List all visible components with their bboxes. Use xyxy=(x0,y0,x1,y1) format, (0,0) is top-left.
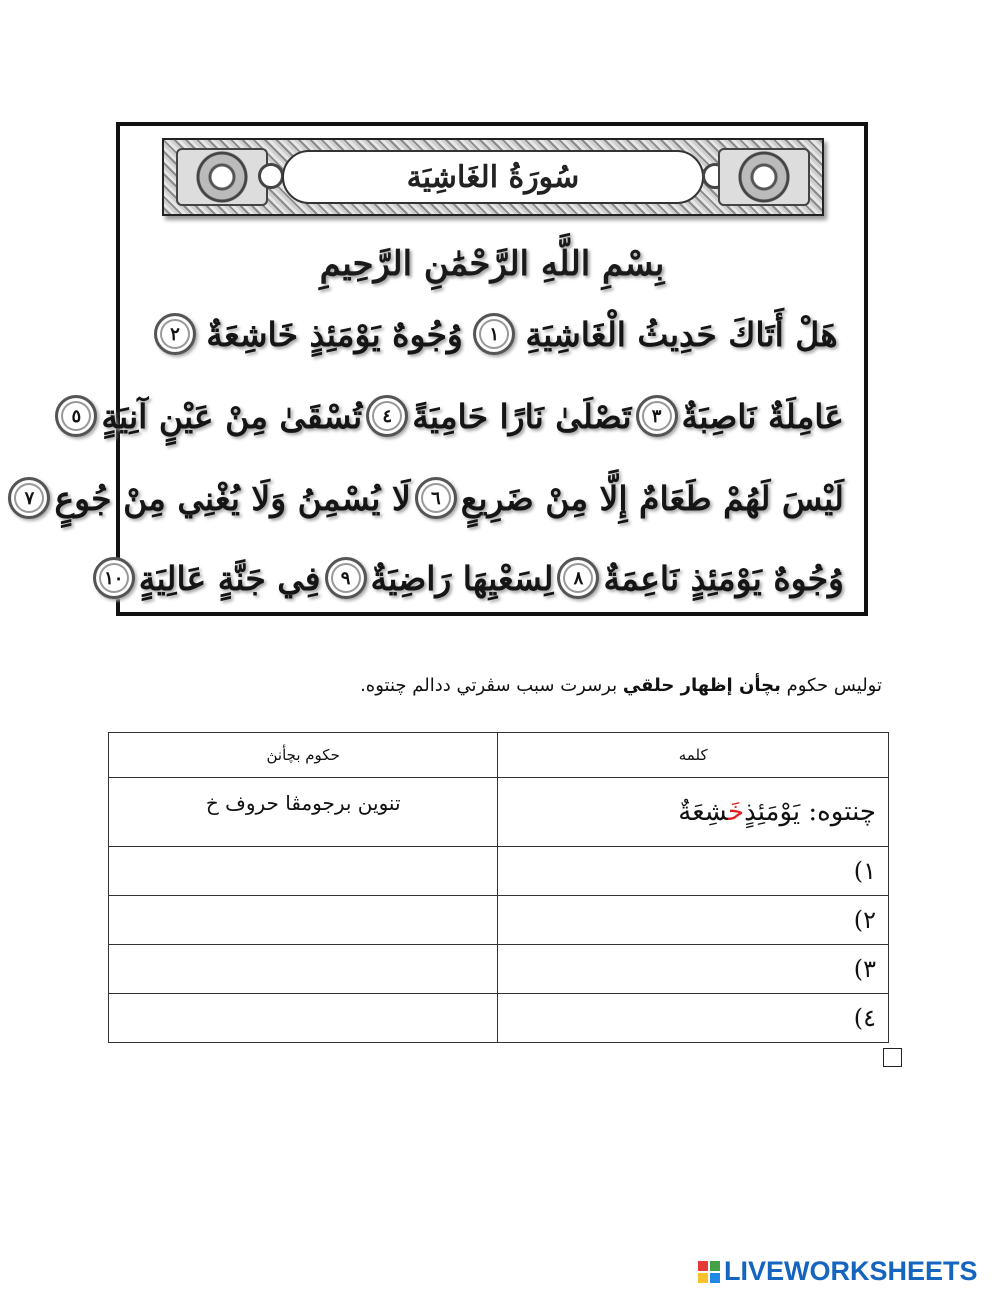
ayah-number-marker: ٣ xyxy=(636,395,678,437)
surah-header-banner xyxy=(162,138,824,216)
example-word xyxy=(678,797,800,827)
ayah-text: هَلْ أَتَاكَ حَدِيثُ الْغَاشِيَةِ xyxy=(525,314,838,354)
example-word-part: يَوْمَئِذٍ xyxy=(744,797,801,827)
row-number: ٣) xyxy=(853,955,876,983)
ayah-number-marker: ٦ xyxy=(415,477,457,519)
ayah-text: تَصْلَىٰ نَارًا حَامِيَةً xyxy=(412,396,632,436)
instruction-text xyxy=(360,675,882,696)
surah-title: سُورَةُ الغَاشِيَة xyxy=(282,150,704,204)
instruction-bold: بچأن إظهار حلقي xyxy=(622,675,781,696)
logo-block xyxy=(710,1273,720,1283)
ayah-text: وُجُوهٌ يَوْمَئِذٍ نَاعِمَةٌ xyxy=(603,558,844,598)
ayah-row-1 xyxy=(150,306,844,362)
table-header-row xyxy=(109,733,889,778)
ayah-number-marker: ٨ xyxy=(557,557,599,599)
row-number: ٤) xyxy=(853,1004,876,1032)
ayah-number-marker: ٢ xyxy=(154,313,196,355)
ayah-text: فِي جَنَّةٍ عَالِيَةٍ xyxy=(138,558,321,598)
header-word: کلمه xyxy=(498,733,889,778)
answer-word-cell[interactable] xyxy=(498,945,889,994)
answer-rule-cell[interactable] xyxy=(109,847,498,896)
example-row xyxy=(109,778,889,847)
ayah-text: لَا يُسْمِنُ وَلَا يُغْنِي مِنْ جُوعٍ xyxy=(54,478,411,518)
ayah-row-2 xyxy=(71,388,844,444)
answer-word-cell[interactable] xyxy=(498,847,889,896)
table-row xyxy=(109,896,889,945)
ayah-text: وُجُوهٌ يَوْمَئِذٍ خَاشِعَةٌ xyxy=(206,314,463,354)
ayah-text: تُسْقَىٰ مِنْ عَيْنٍ آنِيَةٍ xyxy=(101,396,363,436)
instruction-part: توليس حکوم xyxy=(780,675,882,696)
header-rule: حکوم بچأنڽ xyxy=(109,733,498,778)
quran-surah-image xyxy=(24,122,868,616)
ayah-text: عَامِلَةٌ نَاصِبَةٌ xyxy=(681,396,844,436)
ayah-row-4 xyxy=(104,550,844,606)
basmala: بِسْمِ اللَّهِ الرَّحْمَٰنِ الرَّحِيمِ xyxy=(319,244,665,284)
ayah-row-3 xyxy=(24,470,844,526)
ornament-left-icon xyxy=(176,148,268,206)
logo-text: LIVEWORKSHEETS xyxy=(724,1256,978,1286)
answer-rule-cell[interactable] xyxy=(109,896,498,945)
row-number: ١) xyxy=(853,857,876,885)
table-row xyxy=(109,945,889,994)
table-row xyxy=(109,994,889,1043)
logo-blocks-icon xyxy=(698,1261,720,1283)
ayah-number-marker: ٧ xyxy=(8,477,50,519)
example-rule: تنوين برجومڤا حروف خ xyxy=(205,791,401,815)
logo-block xyxy=(710,1261,720,1271)
ornament-circle-left-icon xyxy=(258,163,284,189)
example-rule-cell xyxy=(109,778,498,847)
ayah-number-marker: ٤ xyxy=(366,395,408,437)
answer-checkbox[interactable] xyxy=(883,1048,902,1067)
answer-rule-cell[interactable] xyxy=(109,945,498,994)
ayah-text: لَيْسَ لَهُمْ طَعَامٌ إِلَّا مِنْ ضَرِيعٍ xyxy=(460,478,844,518)
answer-word-cell[interactable] xyxy=(498,994,889,1043)
ayah-number-marker: ١٠ xyxy=(93,557,135,599)
logo-block xyxy=(698,1261,708,1271)
answer-word-cell[interactable] xyxy=(498,896,889,945)
example-label: چنتوه: xyxy=(800,797,876,827)
ornament-right-icon xyxy=(718,148,810,206)
ayah-number-marker: ٩ xyxy=(325,557,367,599)
ayah-number-marker: ٥ xyxy=(55,395,97,437)
example-word-cell xyxy=(498,778,889,847)
ayah-number-marker: ١ xyxy=(473,313,515,355)
answer-rule-cell[interactable] xyxy=(109,994,498,1043)
ayah-text: لِسَعْيِهَا رَاضِيَةٌ xyxy=(370,558,554,598)
answer-table xyxy=(108,732,889,1043)
logo-block xyxy=(698,1273,708,1283)
example-word-part: شِعَةٌ xyxy=(678,797,728,827)
instruction-part: برسرت سبب سڤرتي ددالم چنتوه. xyxy=(360,675,623,696)
row-number: ٢) xyxy=(853,906,876,934)
liveworksheets-logo xyxy=(698,1256,978,1287)
table-row xyxy=(109,847,889,896)
example-word-highlight: خَ xyxy=(727,797,745,827)
